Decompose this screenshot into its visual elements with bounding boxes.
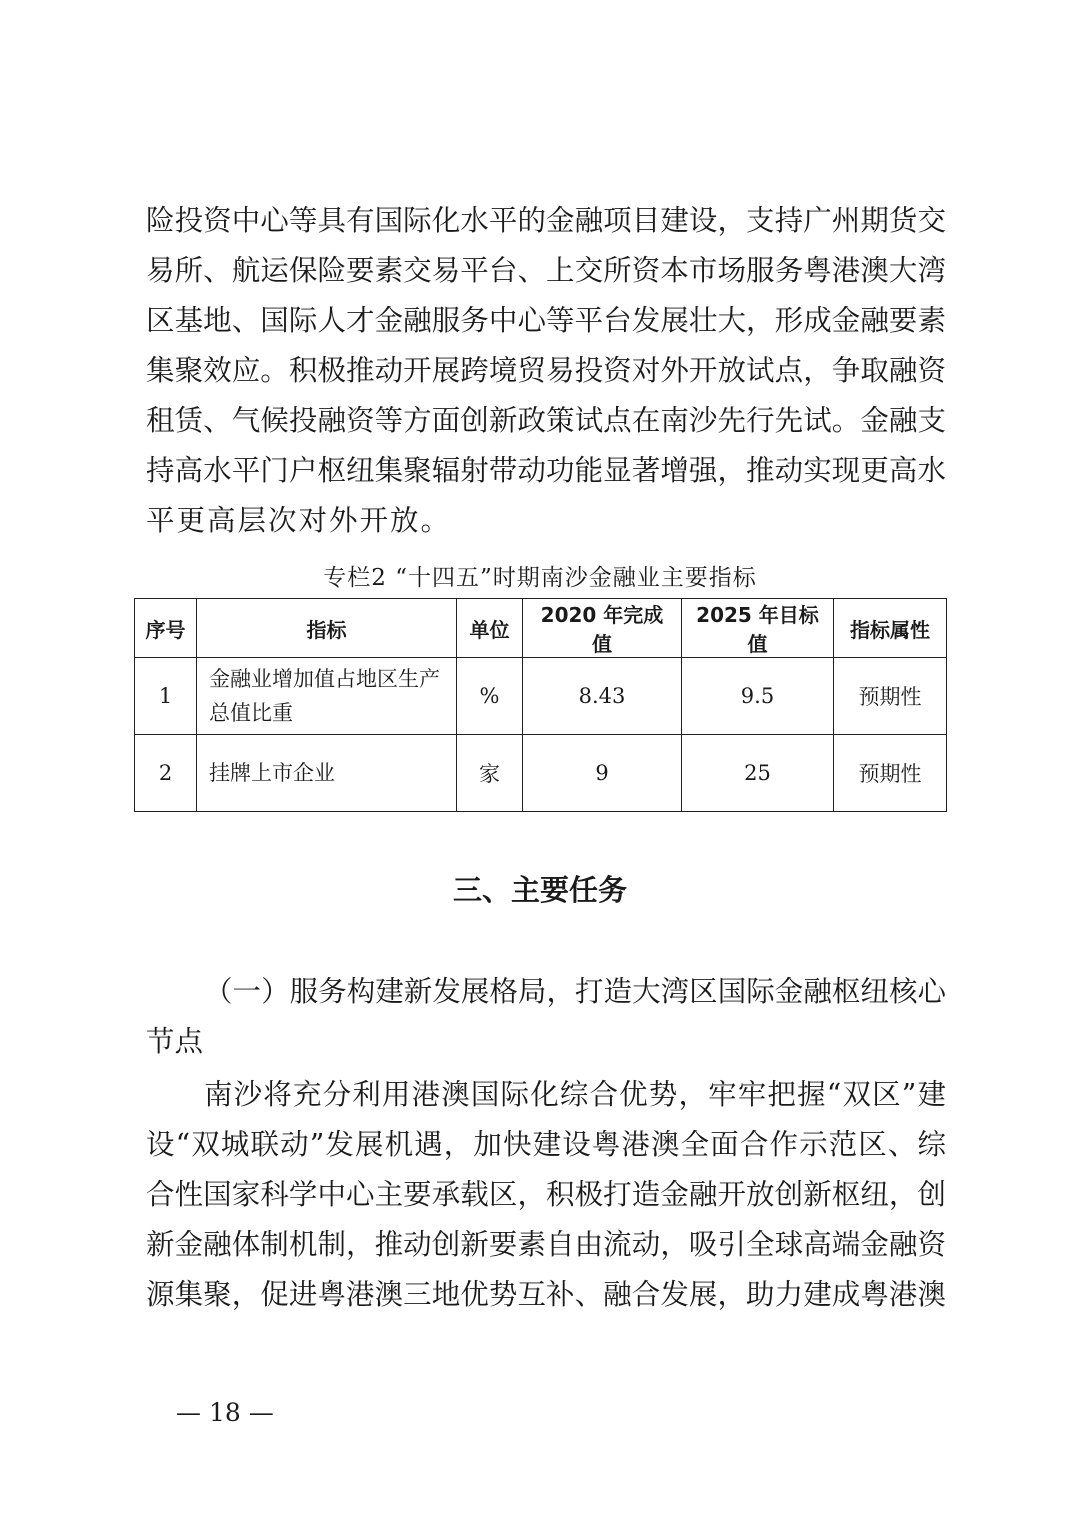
row-number: 1	[135, 658, 197, 735]
row-number: 2	[135, 735, 197, 812]
paragraph-line: 租赁、气候投融资等方面创新政策试点在南沙先行先试。金融支	[146, 404, 946, 437]
paragraph-line: 合性国家科学中心主要承载区，积极打造金融开放创新枢纽，创	[146, 1178, 946, 1211]
paragraph-line: 源集聚，促进粤港澳三地优势互补、融合发展，助力建成粤港澳	[146, 1278, 946, 1311]
header-cell: 序号	[135, 599, 197, 658]
table-row	[135, 735, 947, 812]
table-caption: 专栏2 “十四五”时期南沙金融业主要指标	[323, 565, 757, 591]
header-cell: 2020 年完成值	[523, 599, 682, 658]
indicator-name-line: 总值比重	[209, 701, 293, 725]
header-cell: 指标属性	[834, 599, 947, 658]
unit-cell: %	[457, 658, 523, 735]
page-number: — 18 —	[176, 1398, 274, 1427]
attribute-cell: 预期性	[834, 658, 947, 735]
section-heading: 三、主要任务	[452, 873, 627, 907]
value-2025-cell: 9.5	[682, 658, 834, 735]
paragraph-line: 南沙将充分利用港澳国际化综合优势，牢牢把握“双区”建	[204, 1078, 946, 1111]
subsection-heading-line: 节点	[146, 1025, 204, 1058]
value-2025-cell: 25	[682, 735, 834, 812]
paragraph-line: 持高水平门户枢纽集聚辐射带动功能显著增强，推动实现更高水	[146, 454, 946, 487]
paragraph-line: 险投资中心等具有国际化水平的金融项目建设，支持广州期货交	[146, 204, 946, 237]
paragraph-line: 易所、航运保险要素交易平台、上交所资本市场服务粤港澳大湾	[146, 254, 946, 287]
indicator-name	[197, 658, 457, 735]
paragraph-line: 设“双城联动”发展机遇，加快建设粤港澳全面合作示范区、综	[146, 1128, 946, 1161]
subsection-heading-line: （一）服务构建新发展格局，打造大湾区国际金融枢纽核心	[204, 975, 946, 1008]
attribute-cell: 预期性	[834, 735, 947, 812]
table-header-row	[135, 599, 947, 658]
paragraph-line: 新金融体制机制，推动创新要素自由流动，吸引全球高端金融资	[146, 1228, 946, 1261]
header-cell: 指标	[197, 599, 457, 658]
table-row	[135, 658, 947, 735]
unit-cell: 家	[457, 735, 523, 812]
paragraph-line: 平更高层次对外开放。	[146, 504, 452, 537]
value-2020-cell: 8.43	[523, 658, 682, 735]
paragraph-line: 集聚效应。积极推动开展跨境贸易投资对外开放试点，争取融资	[146, 354, 946, 387]
indicators-table	[134, 598, 947, 812]
paragraph-line: 区基地、国际人才金融服务中心等平台发展壮大，形成金融要素	[146, 304, 946, 337]
indicator-name-line: 挂牌上市企业	[209, 761, 335, 785]
value-2020-cell: 9	[523, 735, 682, 812]
indicator-name	[197, 735, 457, 812]
header-cell: 2025 年目标值	[682, 599, 834, 658]
indicator-name-line: 金融业增加值占地区生产	[209, 667, 440, 691]
header-cell: 单位	[457, 599, 523, 658]
